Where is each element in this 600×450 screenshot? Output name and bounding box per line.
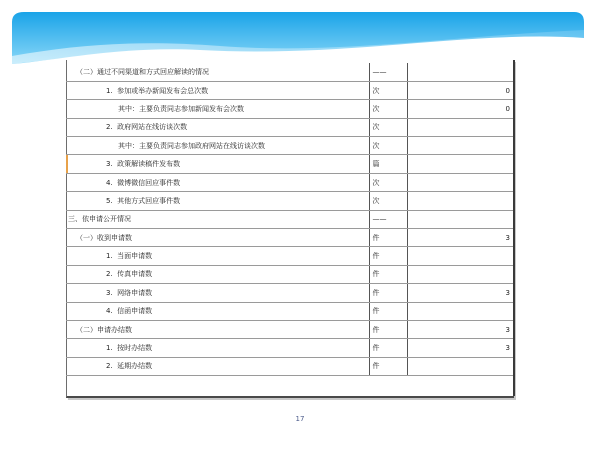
row-item-label: 三、依申请公开情况 (66, 210, 369, 228)
table-row (66, 302, 513, 320)
row-item-label: 2. 政府网站在线访谈次数 (66, 118, 369, 136)
row-unit: 件 (369, 302, 407, 320)
table-row (66, 357, 513, 375)
row-unit: 件 (369, 339, 407, 357)
table-row (66, 137, 513, 155)
row-value: 3 (407, 320, 513, 338)
row-unit: 次 (369, 81, 407, 99)
row-value (407, 210, 513, 228)
row-item-label: （二）通过不同渠道和方式回应解读的情况 (66, 63, 369, 81)
row-value (407, 137, 513, 155)
row-value: 0 (407, 100, 513, 118)
row-value (407, 302, 513, 320)
row-value: 3 (407, 284, 513, 302)
row-value (407, 173, 513, 191)
row-item-label: 4. 信函申请数 (66, 302, 369, 320)
row-unit: 次 (369, 192, 407, 210)
row-item-label: 1. 参加或举办新闻发布会总次数 (66, 81, 369, 99)
row-item-label: 2. 传真申请数 (66, 265, 369, 283)
table-frame-right-border (513, 60, 515, 396)
table-row (66, 284, 513, 302)
table-row (66, 192, 513, 210)
row-item-label: （一）收到申请数 (66, 229, 369, 247)
row-value (407, 118, 513, 136)
row-item-label: 其中：主要负责同志参加新闻发布会次数 (66, 100, 369, 118)
row-item-label: 4. 微博微信回应事件数 (66, 173, 369, 191)
row-unit: —— (369, 210, 407, 228)
page-number: 17 (295, 415, 305, 423)
row-item-label: 5. 其他方式回应事件数 (66, 192, 369, 210)
row-unit: 次 (369, 137, 407, 155)
table-row (66, 229, 513, 247)
table-row (66, 155, 513, 173)
row-item-label: 其中：主要负责同志参加政府网站在线访谈次数 (66, 137, 369, 155)
row-value (407, 192, 513, 210)
row-unit: 件 (369, 320, 407, 338)
statistics-table (66, 63, 513, 376)
row-unit: 件 (369, 284, 407, 302)
row-value (407, 357, 513, 375)
row-item-label: 1. 当面申请数 (66, 247, 369, 265)
row-value (407, 63, 513, 81)
row-item-label: 3. 政策解读稿件发布数 (66, 155, 369, 173)
row-unit: 件 (369, 247, 407, 265)
row-value (407, 247, 513, 265)
row-value: 0 (407, 81, 513, 99)
row-value (407, 155, 513, 173)
table-row (66, 118, 513, 136)
row-value (407, 265, 513, 283)
table-row (66, 63, 513, 81)
row-unit: 次 (369, 118, 407, 136)
row-unit: 次 (369, 100, 407, 118)
table-row (66, 265, 513, 283)
table-row (66, 320, 513, 338)
table-row (66, 210, 513, 228)
row-unit: 件 (369, 357, 407, 375)
table-row (66, 173, 513, 191)
row-unit: 件 (369, 265, 407, 283)
row-item-label: 2. 延期办结数 (66, 357, 369, 375)
row-unit: 次 (369, 173, 407, 191)
row-unit: 篇 (369, 155, 407, 173)
row-unit: —— (369, 63, 407, 81)
statistics-table-body (66, 63, 513, 376)
row-value: 3 (407, 229, 513, 247)
row-value: 3 (407, 339, 513, 357)
table-row (66, 339, 513, 357)
table-row (66, 81, 513, 99)
row-item-label: （二）申请办结数 (66, 320, 369, 338)
table-row (66, 100, 513, 118)
row-unit: 件 (369, 229, 407, 247)
row-item-label: 1. 按时办结数 (66, 339, 369, 357)
table-row (66, 247, 513, 265)
row-item-label: 3. 网络申请数 (66, 284, 369, 302)
